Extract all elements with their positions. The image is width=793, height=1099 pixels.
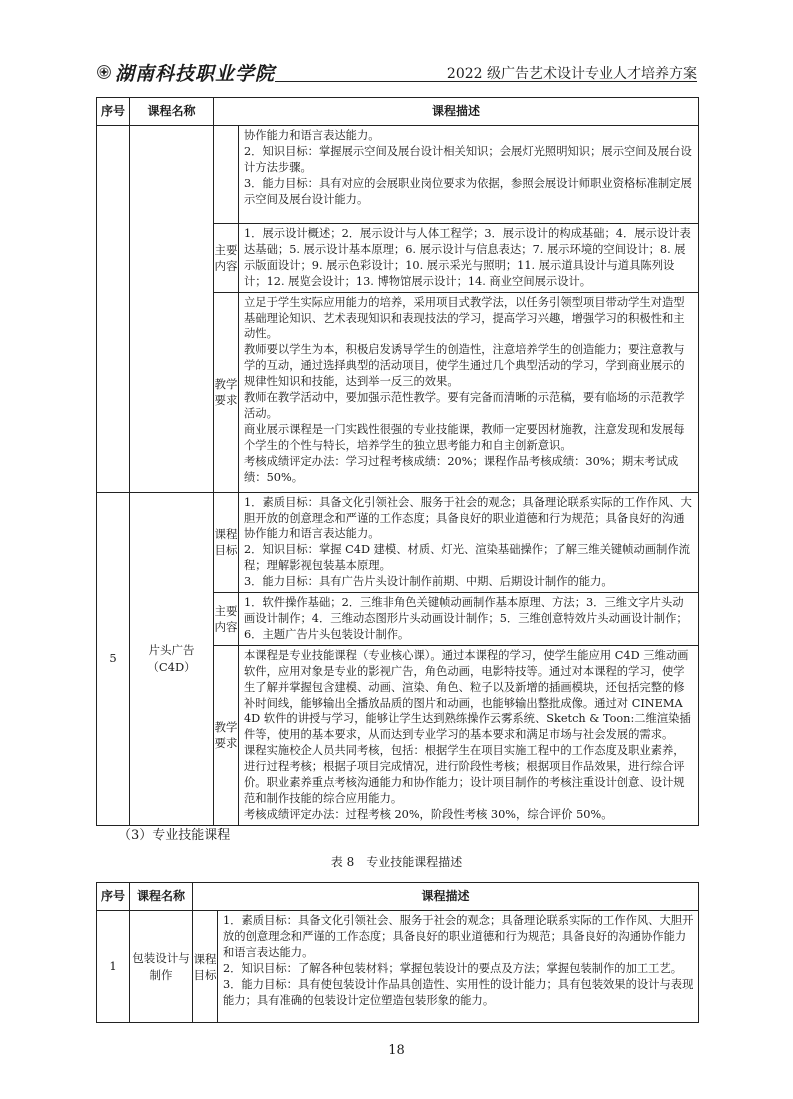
desc-line: 1．素质目标：具备文化引领社会、服务于社会的观念；具备理论联系实际的工作作风、大胆开放的创意理念和严谨的工作态度；具备良好的职业道德和行为规范；具备良好的沟通协作能力和语言表达能力。 (244, 495, 692, 541)
row-num-cell: 5 (97, 492, 130, 825)
row-num-cell (97, 126, 130, 493)
page-number: 18 (388, 1043, 405, 1058)
table-header-row (97, 883, 699, 911)
desc-line: 协作能力和语言表达能力。 (244, 129, 380, 142)
school-emblem-icon (97, 60, 111, 84)
desc-line: 3．能力目标：具有使包装设计作品具创造性、实用性的设计能力；具有包装效果的设计与表现能力；具有准确的包装设计定位塑造包装形象的能力。 (223, 977, 694, 1007)
desc-line: 课程实施校企人员共同考核，包括：根据学生在项目实施工程中的工作态度及职业素养，进行过程考核；根据子项目完成情况，进行阶段性考核；根据项目作品效果，进行综合评价。职业素养重点考核沟通能力和协作能力；设计项目制作的考核注重设计创意、设计规范和制作技能的综合应用能力。 (244, 744, 685, 805)
desc-line: 1．素质目标：具备文化引领社会、服务于社会的观念；具备理论联系实际的工作作风、大胆开放的创意理念和严谨的工作态度；具备良好的职业道德和行为规范；具备良好的沟通协作能力和语言表达能力。 (223, 914, 694, 959)
header-num: 序号 (97, 883, 130, 911)
desc-line: 本课程是专业技能课程（专业核心课）。通过本课程的学习，使学生能应用 C4D 三维动画软件，应用对象是专业的影视广告，角色动画，电影特技等。通过对本课程的学习，使学生了解并掌握包含建模、动画、渲染、角色、粒子以及新增的插画模块，还包括完整的修补时间线，能够输出全播放品质的图片和动画，也能够输出整批成像。通过对 CINEMA 4D 软件的讲授与学习，能够让学生达到熟练操作云雾系统、Sketch & Toon:二维渲染插件等，使用的基本要求，从而达到专业学习的基本要求和满足市场与社会发展的需求。 (244, 648, 691, 742)
row-num-cell: 1 (97, 911, 130, 1023)
desc-line: 2．知识目标：了解各种包装材料；掌握包装设计的要点及方法；掌握包装制作的加工工艺。 (223, 961, 683, 975)
desc-line: 教师要以学生为本，积极启发诱导学生的创造性，注意培养学生的创造能力；要注意教与学的互动，通过选择典型的活动项目，使学生通过几个典型活动的学习，学到商业展示的规律性知识和技能，达到举一反三的效果。 (244, 343, 685, 389)
teaching-desc (239, 292, 699, 492)
desc-line: 考核成绩评定办法：学习过程考核成绩：20%；课程作品考核成绩：30%；期末考试成绩：50%。 (244, 454, 679, 484)
skill-course-table (96, 882, 699, 1023)
row-name-cell (130, 126, 214, 493)
row-name-cell: 包装设计与制作 (130, 911, 193, 1023)
section-label-teaching: 教学要求 (214, 645, 239, 825)
desc-line: 2．知识目标：掌握 C4D 建模、材质、灯光、渲染基础操作；了解三维关键帧动画制作流程；理解影视包装基本原理。 (244, 543, 690, 573)
document-title: 2022 级广告艺术设计专业人才培养方案 (446, 66, 697, 82)
header-name: 课程名称 (130, 883, 193, 911)
section-label-objective: 课程目标 (193, 911, 218, 1023)
header-num: 序号 (97, 98, 130, 126)
table-row (97, 492, 699, 592)
teaching-desc (239, 645, 699, 825)
header-name: 课程名称 (130, 98, 214, 126)
header-divider (275, 81, 697, 82)
header-desc: 课程描述 (214, 98, 699, 126)
page-header (97, 57, 697, 91)
desc-line: 2．知识目标：掌握展示空间及展台设计相关知识；会展灯光照明知识；展示空间及展台设计方法步骤。 (244, 144, 692, 174)
objective-desc (218, 911, 699, 1023)
section-heading: （3）专业技能课程 (118, 828, 231, 843)
objective-desc (239, 126, 699, 224)
desc-line: 教师在教学活动中，要加强示范性教学。要有完备而清晰的示范稿，要有临场的示范教学活动。 (244, 391, 685, 420)
objective-desc (239, 492, 699, 592)
table-header-row (97, 98, 699, 126)
header-desc: 课程描述 (193, 883, 699, 911)
table-row (97, 911, 699, 1023)
content-desc (239, 224, 699, 293)
section-label-objective (214, 126, 239, 224)
desc-line: 考核成绩评定办法：过程考核 20%，阶段性考核 30%，综合评价 50%。 (244, 807, 613, 821)
desc-line: 立足于学生实际应用能力的培养，采用项目式教学法，以任务引领型项目带动学生对造型基础理论知识、艺术表现知识和表现技法的学习，提高学习兴趣，增强学习的积极性和主动性。 (244, 295, 685, 341)
section-label-content: 主要内容 (214, 224, 239, 293)
section-label-content: 主要内容 (214, 593, 239, 646)
table-caption: 表 8 专业技能课程描述 (330, 855, 463, 869)
section-label-objective: 课程目标 (214, 492, 239, 592)
desc-line: 3．能力目标：具有对应的会展职业岗位要求为依据，参照会展设计师职业资格标准制定展示空间及展台设计能力。 (244, 176, 692, 206)
table-row (97, 126, 699, 224)
school-logo-text: 湖南科技职业学院 (114, 62, 275, 85)
desc-line: 1．软件操作基础；2．三维非角色关键帧动画制作基本原理、方法；3．三维文字片头动画设计制作；4．三维动态图形片头动画设计制作；5．三维创意特效片头动画设计制作；6．主题广告片头包装设计制作。 (244, 596, 688, 641)
desc-line: 商业展示课程是一门实践性很强的专业技能课，教师一定要因材施教，注意发现和发展每个学生的个性与特长，培养学生的独立思考能力和自主创新意识。 (244, 422, 685, 452)
desc-line: 3．能力目标：具有广告片头设计制作前期、中期、后期设计制作的能力。 (244, 575, 613, 589)
content-desc (239, 593, 699, 646)
course-table-continued (96, 97, 699, 826)
school-logo (97, 57, 275, 87)
desc-line: 1．展示设计概述；2．展示设计与人体工程学；3．展示设计的构成基础；4．展示设计表达基础；5. 展示设计基本原理；6. 展示设计与信息表达；7. 展示环境的空间设计；8. 展示版面设计；9. 展示色彩设计；10. 展示采光与照明；11. 展示道具设计与道具陈列设计；12. 展览会设计；13. 博物馆展示设计；14. 商业空间展示设计。 (244, 227, 691, 288)
section-label-teaching: 教学要求 (214, 292, 239, 492)
row-name-cell: 片头广告（C4D） (130, 492, 214, 825)
